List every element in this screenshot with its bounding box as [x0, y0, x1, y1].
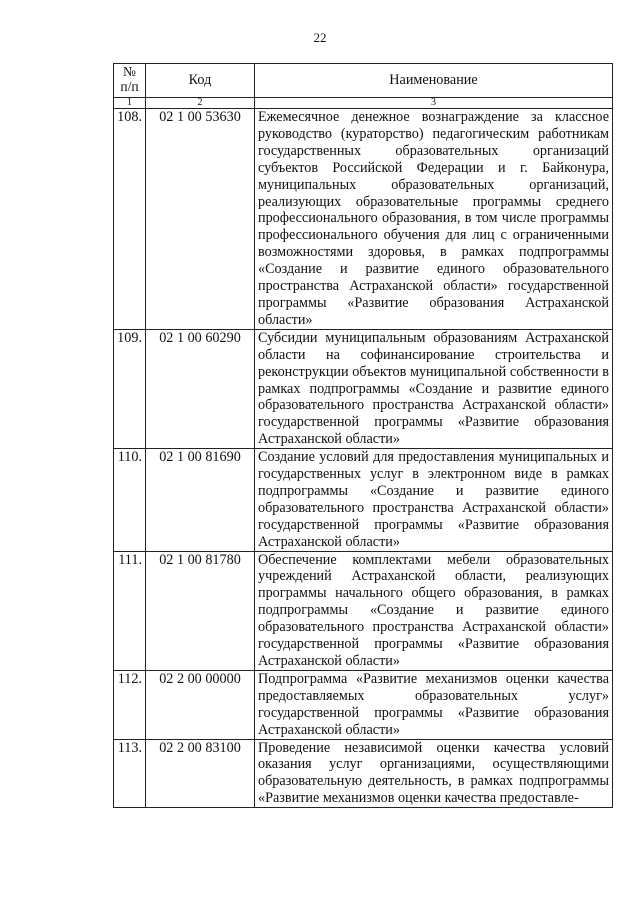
row-code: 02 1 00 60290: [146, 329, 255, 448]
row-number: 109.: [114, 329, 146, 448]
row-number: 113.: [114, 739, 146, 808]
table-row: [114, 109, 613, 330]
row-name: Ежемесячное денежное вознаграждение за классное руководство (кураторство) педагогическим работникам государственных образовательных организаций субъектов Российской Федерации и г. Байконура, муниципальных образовательных организаций, реализующих образовательные программы среднего профессионального образования, в том числе программы профессионального обучения для лиц с ограниченными возможностями здоровья, в рамках подпрограммы «Создание и развитие единого образовательного пространства Астраханской области» государственной программы «Развитие образования Астраханской области»: [255, 109, 613, 330]
row-code: 02 2 00 83100: [146, 739, 255, 808]
row-code: 02 1 00 81690: [146, 449, 255, 551]
row-code: 02 2 00 00000: [146, 670, 255, 739]
table-header-row: [114, 64, 613, 98]
table-row: [114, 739, 613, 808]
row-code: 02 1 00 53630: [146, 109, 255, 330]
header-code: Код: [146, 64, 255, 98]
row-number: 110.: [114, 449, 146, 551]
table-row: [114, 551, 613, 670]
table-row: [114, 670, 613, 739]
row-number: 111.: [114, 551, 146, 670]
column-index: 1: [114, 98, 146, 109]
row-name: Создание условий для предоставления муниципальных и государственных услуг в электронном виде в рамках подпрограммы «Создание и развитие единого образовательного пространства Астраханской области» государственной программы «Развитие образования Астраханской области»: [255, 449, 613, 551]
row-number: 112.: [114, 670, 146, 739]
column-index: 3: [255, 98, 613, 109]
row-name: Подпрограмма «Развитие механизмов оценки качества предоставляемых образовательных услуг» государственной программы «Развитие образования Астраханской области»: [255, 670, 613, 739]
budget-codes-table: [113, 63, 613, 808]
table-row: [114, 329, 613, 448]
row-name: Проведение независимой оценки качества условий оказания услуг организациями, осуществляющими образовательную деятельность, в рамках подпрограммы «Развитие механизмов оценки качества предоставле-: [255, 739, 613, 808]
page-number: 22: [313, 30, 327, 45]
row-name: Субсидии муниципальным образованиям Астраханской области на софинансирование строительства и реконструкции объектов муниципальной собственности в рамках подпрограммы «Создание и развитие единого образовательного пространства Астраханской области» государственной программы «Развитие образования Астраханской области»: [255, 329, 613, 448]
row-code: 02 1 00 81780: [146, 551, 255, 670]
column-index: 2: [146, 98, 255, 109]
header-num: № п/п: [114, 64, 146, 98]
row-name: Обеспечение комплектами мебели образовательных учреждений Астраханской области, реализующих программы начального общего образования, в рамках подпрограммы «Создание и развитие единого образовательного пространства Астраханской области» государственной программы «Развитие образования Астраханской области»: [255, 551, 613, 670]
header-name: Наименование: [255, 64, 613, 98]
column-index-row: [114, 98, 613, 109]
table-row: [114, 449, 613, 551]
row-number: 108.: [114, 109, 146, 330]
